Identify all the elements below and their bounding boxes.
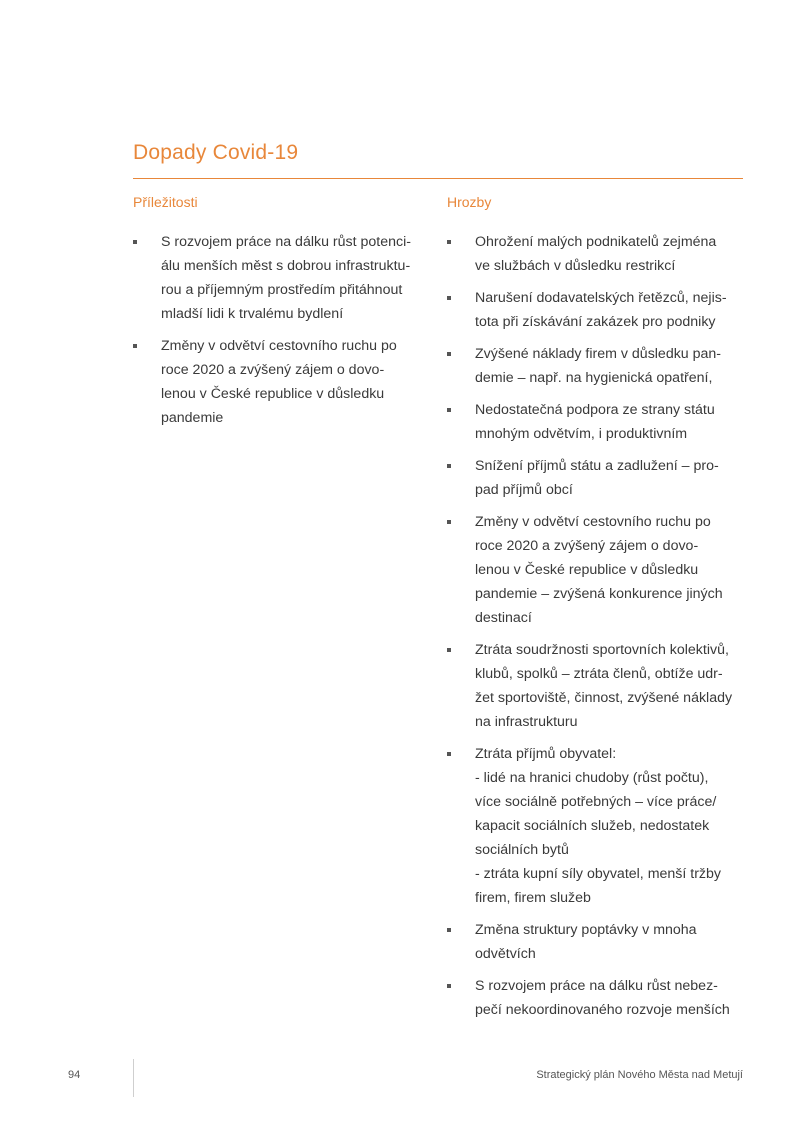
list-item [447,342,752,390]
list-item-text: Změny v odvětví cestovního ruchu po roce 2020 a zvýšený zájem o dovo- lenou v České republice v důsledku pandemie – zvýšená konkurence jiných destinací [475,514,723,626]
bullet-icon [447,352,451,356]
bullet-icon [447,984,451,988]
bullet-icon [447,296,451,300]
bullet-icon [447,408,451,412]
list-item-text: S rozvojem práce na dálku růst nebez- pečí nekoordinovaného rozvoje menších [475,978,730,1018]
list-item [447,742,752,910]
bullet-icon [447,520,451,524]
list-item-text: S rozvojem práce na dálku růst potenci- álu menších měst s dobrou infrastruktu- rou a příjemným prostředím přitáhnout mladší lidi k trvalému bydlení [161,234,411,322]
list-item-text: Snížení příjmů státu a zadlužení – pro- pad příjmů obcí [475,458,719,498]
list-item [447,398,752,446]
list-item-text: Ztráta soudržnosti sportovních kolektivů, klubů, spolků – ztráta členů, obtíže udr- žet sportoviště, činnost, zvýšené náklady na infrastrukturu [475,642,733,730]
list-item [447,974,752,1022]
list-item [447,454,752,502]
bullet-icon [447,464,451,468]
threats-heading: Hrozby [447,194,492,210]
bullet-icon [133,240,137,244]
threats-list [447,230,752,1030]
footer-document-title: Strategický plán Nového Města nad Metují [536,1069,743,1081]
list-item [133,230,433,326]
bullet-icon [447,928,451,932]
list-item-text: Ztráta příjmů obyvatel: - lidé na hranici chudoby (růst počtu), více sociálně potřebných – více práce/ kapacit sociálních služeb, nedostatek sociálních bytů - ztráta kupní síly obyvatel, menší tržby firem, firem služeb [475,746,722,906]
list-item [133,334,433,430]
opportunities-list [133,230,433,438]
list-item-text: Změna struktury poptávky v mnoha odvětvích [475,922,697,962]
page-title: Dopady Covid-19 [133,141,299,164]
list-item [447,638,752,734]
list-item-text: Změny v odvětví cestovního ruchu po roce 2020 a zvýšený zájem o dovo- lenou v České republice v důsledku pandemie [161,338,397,426]
list-item [447,510,752,630]
list-item [447,286,752,334]
opportunities-heading: Příležitosti [133,194,198,210]
list-item [447,230,752,278]
list-item-text: Nedostatečná podpora ze strany státu mnohým odvětvím, i produktivním [475,402,715,442]
list-item-text: Zvýšené náklady firem v důsledku pan- demie – např. na hygienická opatření, [475,346,722,386]
footer-divider [133,1059,134,1097]
bullet-icon [447,648,451,652]
bullet-icon [133,344,137,348]
title-divider [133,178,743,179]
page-number: 94 [68,1069,81,1081]
list-item [447,918,752,966]
list-item-text: Ohrožení malých podnikatelů zejména ve službách v důsledku restrikcí [475,234,717,274]
bullet-icon [447,752,451,756]
bullet-icon [447,240,451,244]
list-item-text: Narušení dodavatelských řetězců, nejis- tota při získávání zakázek pro podniky [475,290,727,330]
